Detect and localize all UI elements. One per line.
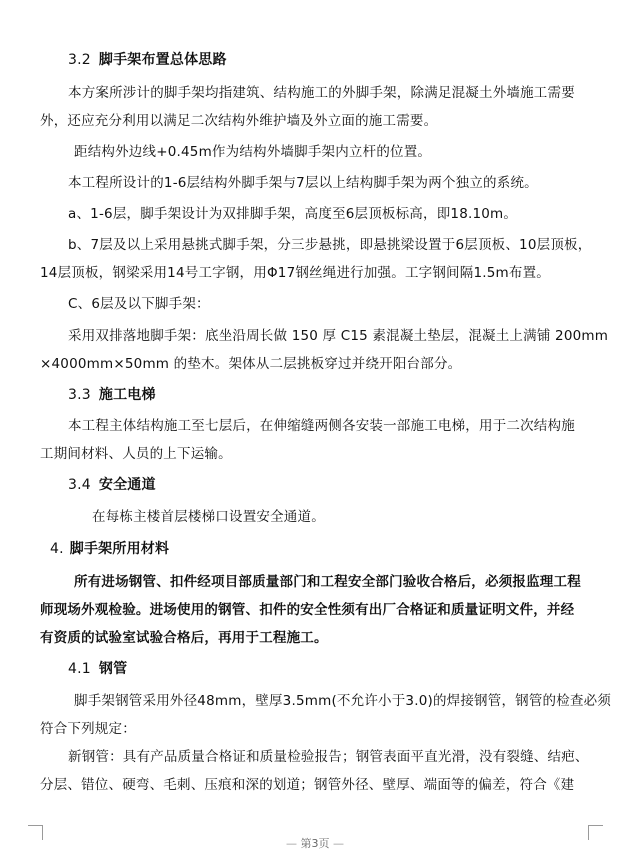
section-number: 3.2: [68, 52, 91, 68]
paragraph-line: 本方案所涉计的脚手架均指建筑、结构施工的外脚手架，除满足混凝土外墙施工需要: [68, 85, 575, 101]
paragraph-line: 分层、错位、硬弯、毛刺、压痕和深的划道；钢管外径、壁厚、端面等的偏差，符合《建: [40, 777, 575, 793]
paragraph-line: ×4000mm×50mm 的垫木。架体从二层挑板穿过并绕开阳台部分。: [40, 356, 462, 372]
list-item-c: C、6层及以下脚手架：: [68, 296, 210, 312]
section-number: 3.4: [68, 477, 91, 493]
paragraph-line: 工期间材料、人员的上下运输。: [40, 446, 232, 462]
paragraph-line: 符合下列规定：: [40, 721, 136, 737]
paragraph-line-bold: 有资质的试验室试验合格后，再用于工程施工。: [40, 630, 328, 646]
section-number: 3.3: [68, 387, 91, 403]
paragraph-line: 新钢管：具有产品质量合格证和质量检验报告；钢管表面平直光滑，没有裂缝、结疤、: [68, 749, 589, 765]
paragraph-line: 脚手架钢管采用外径48mm，壁厚3.5mm(不允许小于3.0)的焊接钢管，钢管的检查必须: [74, 693, 612, 709]
footer-dash-left: —: [286, 837, 297, 850]
paragraph-line: 本工程所设计的1-6层结构外脚手架与7层以上结构脚手架为两个独立的系统。: [68, 175, 538, 191]
section-title: 脚手架布置总体思路: [98, 52, 227, 68]
section-title: 钢管: [98, 661, 128, 677]
section-title: 脚手架所用材料: [69, 541, 170, 557]
footer-dash-right: —: [333, 837, 344, 850]
section-number: 4.: [50, 541, 64, 557]
paragraph-line: 外，还应充分利用以满足二次结构外维护墙及外立面的施工需要。: [40, 113, 438, 129]
section-heading-3-4: [68, 476, 156, 494]
section-heading-3-2: [68, 51, 227, 69]
paragraph-line: 在每栋主楼首层楼梯口设置安全通道。: [92, 509, 325, 525]
section-title: 安全通道: [98, 477, 156, 493]
paragraph-line: 距结构外边线+0.45m作为结构外墙脚手架内立杆的位置。: [74, 144, 432, 160]
paragraph-line: 采用双排落地脚手架：底坐沿周长做 150 厚 C15 素混凝土垫层，混凝土上满铺 200mm: [68, 328, 609, 344]
list-item-b-cont: 14层顶板，钢梁采用14号工字钢，用Φ17钢丝绳进行加强。工字钢间隔1.5m布置。: [40, 265, 550, 281]
section-title: 施工电梯: [98, 387, 156, 403]
section-heading-4: [50, 540, 169, 558]
section-number: 4.1: [68, 661, 91, 677]
page-footer: [0, 835, 630, 851]
list-item-a: a、1-6层，脚手架设计为双排脚手架，高度至6层顶板标高，即18.10m。: [68, 206, 518, 222]
paragraph-line-bold: 师现场外观检验。进场使用的钢管、扣件的安全性须有出厂合格证和质量证明文件，并经: [40, 602, 575, 618]
page-number: 第3页: [300, 837, 330, 850]
paragraph-line-bold: 所有进场钢管、扣件经项目部质量部门和工程安全部门验收合格后，必须报监理工程: [74, 574, 581, 590]
section-heading-4-1: [68, 660, 127, 678]
paragraph-line: 本工程主体结构施工至七层后，在伸缩缝两侧各安装一部施工电梯，用于二次结构施: [68, 418, 575, 434]
section-heading-3-3: [68, 386, 156, 404]
list-item-b: b、7层及以上采用悬挑式脚手架，分三步悬挑，即悬挑梁设置于6层顶板、10层顶板，: [68, 237, 592, 253]
